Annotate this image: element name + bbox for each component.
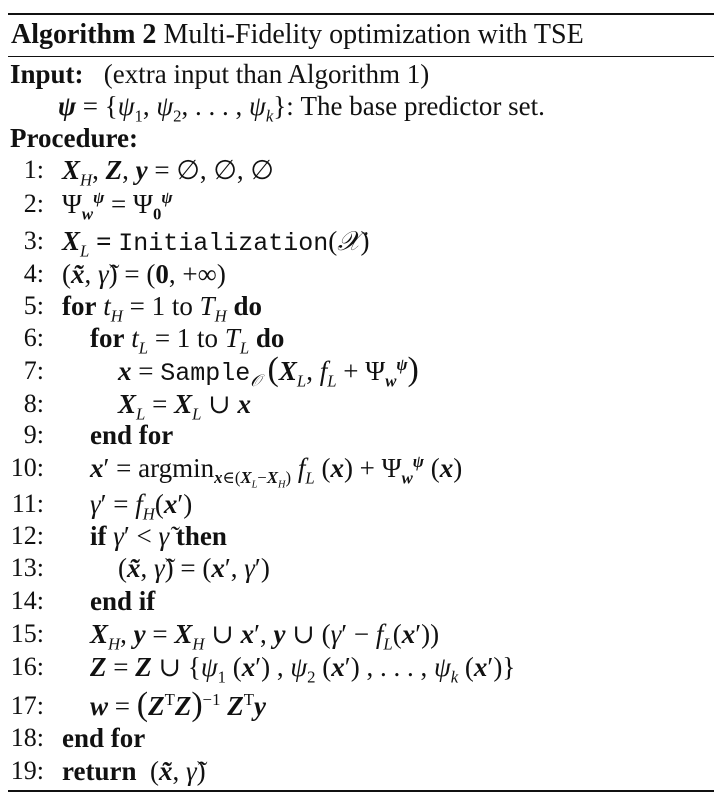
line-number: 18:: [10, 723, 44, 752]
input-line: [10, 58, 429, 90]
line-number: 9:: [23, 420, 44, 449]
algorithm-label: Algorithm 2: [11, 19, 157, 50]
line-number: 5:: [23, 291, 44, 320]
line-number: 7:: [23, 356, 44, 385]
algorithm-title: Multi-Fidelity optimization with TSE: [163, 19, 584, 50]
line-number: 16:: [10, 652, 44, 681]
sample-fn: Sample: [160, 359, 251, 388]
line-number: 3:: [23, 226, 44, 255]
bottom-rule: [8, 790, 714, 792]
line-number: 10:: [10, 453, 44, 482]
psi-description: : The base predictor set.: [286, 91, 545, 121]
initialization-fn: Initialization: [118, 229, 329, 258]
input-note: (extra input than Algorithm 1): [103, 59, 430, 89]
top-rule: [8, 13, 714, 15]
line-number: 19:: [10, 756, 44, 785]
line-number: 14:: [10, 586, 44, 615]
line-number: 12:: [10, 521, 44, 550]
line-number: 11:: [11, 489, 44, 518]
line-number: 4:: [23, 259, 44, 288]
line-number: 1:: [23, 155, 44, 184]
line-number: 8:: [23, 389, 44, 418]
line-number: 2:: [23, 189, 44, 218]
argmin-fn: argmin: [138, 453, 215, 483]
input-label: Input:: [10, 59, 84, 89]
line-number: 6:: [23, 323, 44, 352]
line-number: 13:: [10, 553, 44, 582]
line-number: 17:: [10, 691, 44, 720]
procedure-label: Procedure:: [10, 123, 138, 153]
line-number: 15:: [10, 619, 44, 648]
algorithm-caption: [11, 17, 584, 53]
caption-rule: [8, 56, 714, 57]
input-psi-line: $\psi = \{\psi_1$, $\psi_2$, . . . , $\psi_k$}: The base predictor set.: [58, 91, 545, 126]
